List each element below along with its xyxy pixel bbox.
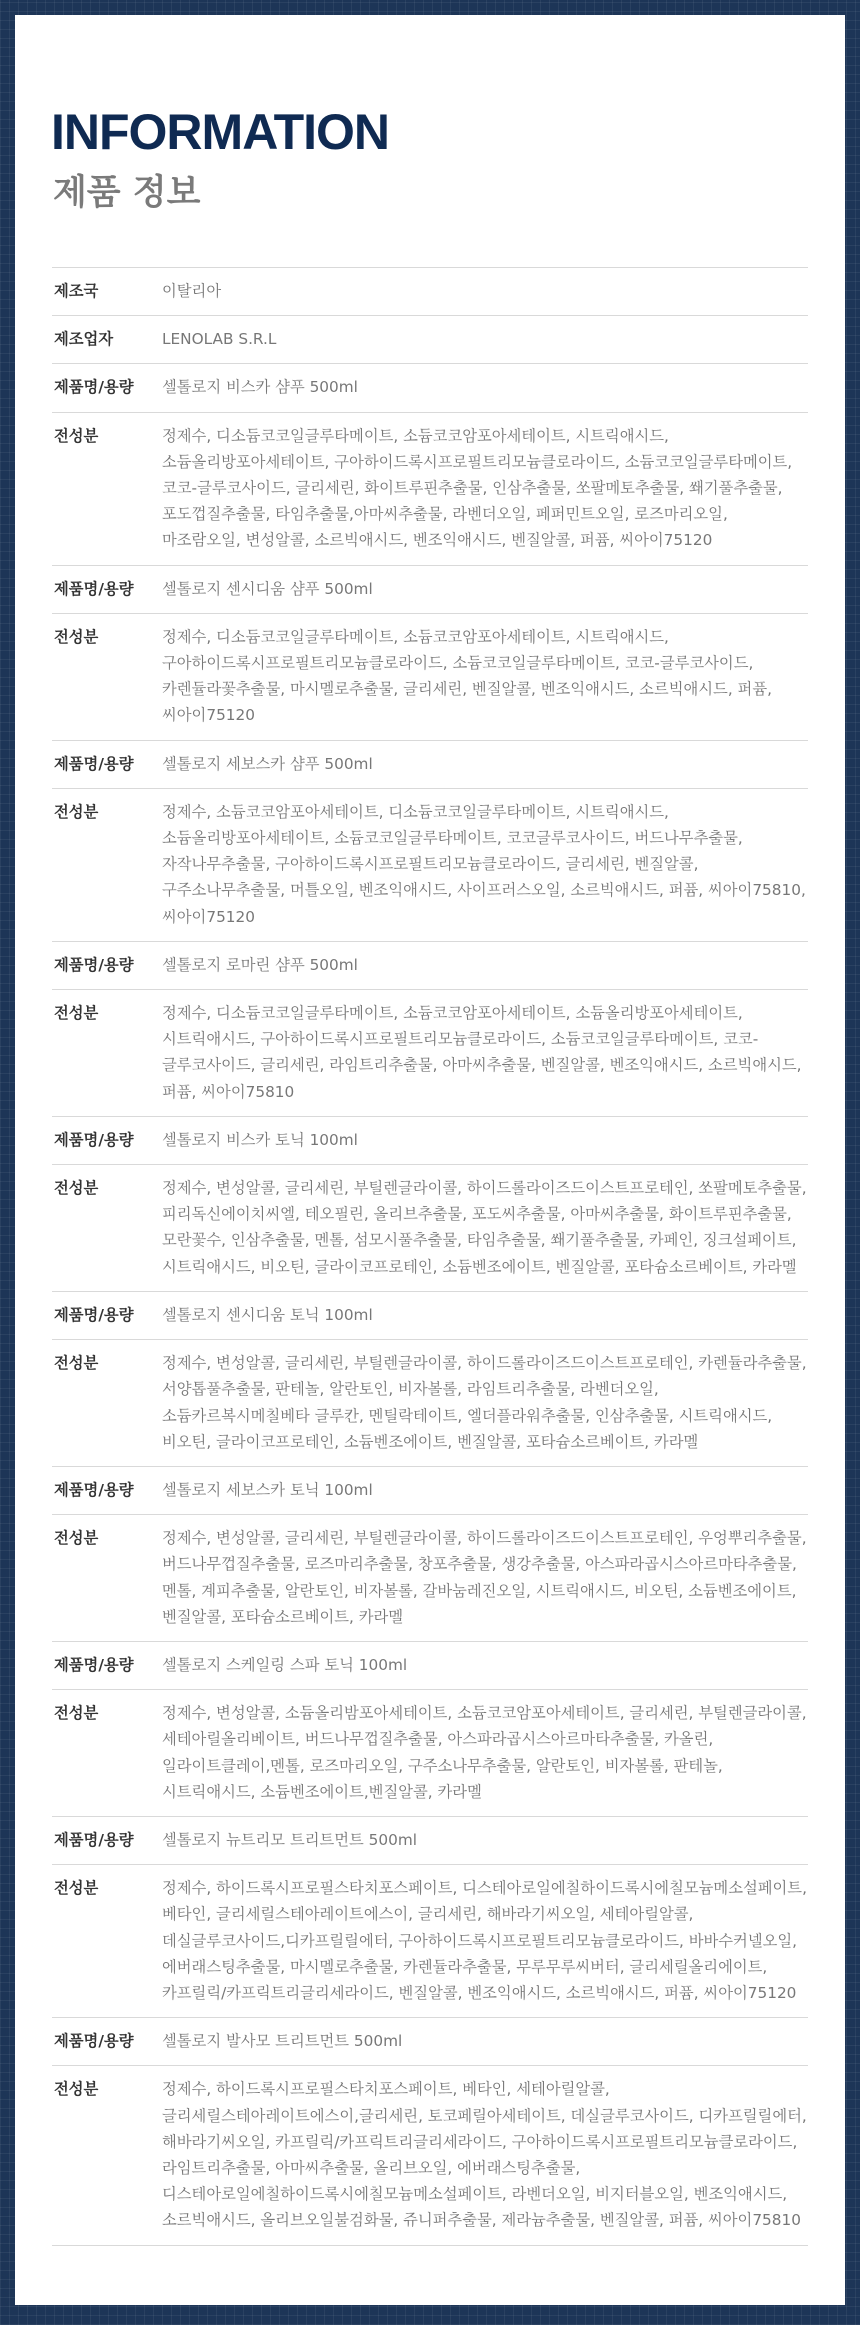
- info-row: [52, 1514, 808, 1641]
- info-row-value: 셀톨로지 비스카 샴푸 500ml: [162, 378, 358, 397]
- info-row: [52, 2065, 808, 2245]
- info-row: [52, 315, 808, 363]
- info-row-label: 제조국: [54, 282, 99, 300]
- info-row-label: 전성분: [54, 1529, 99, 1548]
- page-title: INFORMATION: [51, 104, 390, 160]
- info-row: [52, 613, 808, 740]
- info-row-value: 정제수, 변성알콜, 글리세린, 부틸렌글라이콜, 하이드롤라이즈드이스트프로테인, 카렌듈라추출물,서양톱풀추출물, 판테놀, 알란토인, 비자볼롤, 라임트리추출물, 라벤더오일, 소듐카르복시메칠베타 글루칸, 멘틸락테이트, 엘더플라워추출물, 인삼추출물, 시트릭애시드, 비오틴, 글라이코프로테인, 소듐벤조에이트, 벤질알콜, 포타슘소르베이트, 카라멜: [162, 1354, 807, 1451]
- info-row-label: 제품명/용량: [54, 1480, 134, 1499]
- info-row-value: 정제수, 하이드록시프로필스타치포스페이트, 베타인, 세테아릴알콜, 글리세릴스테아레이트에스이,글리세린, 토코페릴아세테이트, 데실글루코사이드, 디카프릴릴에터, 해바라기씨오일, 카프릴릭/카프릭트리글리세라이드, 구아하이드록시프로필트리모늄클로라이드, 라임트리추출물, 아마씨추출물, 올리브오일, 에버래스팅추출물, 디스테아로일에칠하이드록시에칠모늄메소설페이트, 라벤더오일, 비지터블오일, 벤조익애시드, 소르빅애시드, 올리브오일불검화물, 쥬니퍼추출물, 제라늄추출물, 벤질알콜, 퍼퓸, 씨아이75810: [162, 2080, 807, 2230]
- info-row-value: 정제수, 변성알콜, 소듐올리밤포아세테이트, 소듐코코암포아세테이트, 글리세린, 부틸렌글라이콜,세테아릴올리베이트, 버드나무껍질추출물, 아스파라곱시스아르마타추출물, 카올린, 일라이트클레이,멘톨, 로즈마리오일, 구주소나무추출물, 알란토인, 비자볼롤, 판테놀, 시트릭애시드, 소듐벤조에이트,벤질알콜, 카라멜: [162, 1704, 807, 1801]
- info-row-label: 제품명/용량: [54, 1130, 134, 1149]
- info-row-label: 전성분: [54, 426, 99, 445]
- info-row-value: 정제수, 하이드록시프로필스타치포스페이트, 디스테아로일에칠하이드록시에칠모늄메소설페이트,베타인, 글리세릴스테아레이트에스이, 글리세린, 해바라기씨오일, 세테아릴알콜, 데실글루코사이드,디카프릴릴에터, 구아하이드록시프로필트리모늄클로라이드, 바바수커넬오일, 에버래스팅추출물, 마시멜로추출물, 카렌듈라추출물, 무루무루씨버터, 글리세릴올리에이트, 카프릴릭/카프릭트리글리세라이드, 벤질알콜, 벤조익애시드, 소르빅애시드, 퍼퓸, 씨아이75120: [162, 1879, 807, 2002]
- info-row-label: 전성분: [54, 1354, 99, 1373]
- info-row-label: 전성분: [54, 802, 99, 821]
- info-row-value: 정제수, 변성알콜, 글리세린, 부틸렌글라이콜, 하이드롤라이즈드이스트프로테인, 우엉뿌리추출물,버드나무껍질추출물, 로즈마리추출물, 창포추출물, 생강추출물, 아스파라곱시스아르마타추출물, 멘톨, 계피추출물, 알란토인, 비자볼롤, 갈바눔레진오일, 시트릭애시드, 비오틴, 소듐벤조에이트, 벤질알콜, 포타슘소르베이트, 카라멜: [162, 1529, 807, 1626]
- info-row: [52, 1689, 808, 1816]
- info-row: [52, 1641, 808, 1689]
- info-row: [52, 989, 808, 1116]
- info-row-label: 전성분: [54, 2080, 99, 2099]
- product-info-table: [52, 267, 808, 2246]
- info-row-value: LENOLAB S.R.L: [162, 330, 277, 349]
- info-row-value: 셀톨로지 스케일링 스파 토닉 100ml: [162, 1655, 408, 1674]
- info-row-label: 제품명/용량: [54, 1305, 134, 1324]
- info-row: [52, 1291, 808, 1339]
- info-row-value: 정제수, 디소듐코코일글루타메이트, 소듐코코암포아세테이트, 소듐올리방포아세테이트, 시트릭애시드, 구아하이드록시프로필트리모늄클로라이드, 소듐코코일글루타메이트, 코코-글루코사이드, 글리세린, 라임트리추출물, 아마씨추출물, 벤질알콜, 벤조익애시드, 소르빅애시드, 퍼퓸, 씨아이75810: [162, 1004, 802, 1101]
- info-row: [52, 267, 808, 315]
- info-row-label: 제조업자: [54, 330, 114, 349]
- info-row-label: 제품명/용량: [54, 754, 134, 773]
- page-subtitle: 제품 정보: [53, 173, 201, 213]
- info-row: [52, 1164, 808, 1291]
- info-row: [52, 740, 808, 788]
- info-row-value: 셀톨로지 세보스카 샴푸 500ml: [162, 754, 373, 773]
- info-row-label: 제품명/용량: [54, 2032, 134, 2051]
- info-row-label: 제품명/용량: [54, 955, 134, 974]
- info-row-value: 정제수, 디소듐코코일글루타메이트, 소듐코코암포아세테이트, 시트릭애시드, 소듐올리방포아세테이트, 구아하이드록시프로필트리모늄클로라이드, 소듐코코일글루타메이트, 코코-글루코사이드, 글리세린, 화이트루핀추출물, 인삼추출물, 쏘팔메토추출물, 쐐기풀추출물, 포도껍질추출물, 타임추출물,아마씨추출물, 라벤더오일, 페퍼민트오일, 로즈마리오일, 마조람오일, 변성알콜, 소르빅애시드, 벤조익애시드, 벤질알콜, 퍼퓸, 씨아이75120: [162, 426, 793, 550]
- info-row: [52, 788, 808, 941]
- info-row-value: 정제수, 소듐코코암포아세테이트, 디소듐코코일글루타메이트, 시트릭애시드, 소듐올리방포아세테이트, 소듐코코일글루타메이트, 코코글루코사이드, 버드나무추출물, 자작나무추출물, 구아하이드록시프로필트리모늄클로라이드, 글리세린, 벤질알콜, 구주소나무추출물, 머틀오일, 벤조익애시드, 사이프러스오일, 소르빅애시드, 퍼퓸, 씨아이75810, 씨아이75120: [162, 802, 806, 926]
- info-row: [52, 412, 808, 565]
- info-row: [52, 2017, 808, 2065]
- info-card: [15, 15, 845, 2305]
- info-row: [52, 363, 808, 411]
- info-row: [52, 1339, 808, 1466]
- info-row: [52, 1466, 808, 1514]
- info-row-label: 제품명/용량: [54, 378, 134, 397]
- info-row-value: 셀톨로지 세보스카 토닉 100ml: [162, 1480, 373, 1499]
- info-row-label: 제품명/용량: [54, 579, 134, 598]
- info-row: [52, 1116, 808, 1164]
- info-row: [52, 1816, 808, 1864]
- info-row-value: 셀톨로지 로마린 샴푸 500ml: [162, 955, 358, 974]
- info-row-value: 셀톨로지 센시디움 샴푸 500ml: [162, 579, 373, 598]
- info-row-value: 셀톨로지 뉴트리모 트리트먼트 500ml: [162, 1830, 418, 1849]
- info-row-value: 이탈리아: [162, 282, 222, 300]
- info-row-label: 전성분: [54, 1004, 99, 1023]
- info-row: [52, 1864, 808, 2017]
- info-row-value: 정제수, 변성알콜, 글리세린, 부틸렌글라이콜, 하이드롤라이즈드이스트프로테인, 쏘팔메토추출물,피리독신에이치씨엘, 테오필린, 올리브추출물, 포도씨추출물, 아마씨추출물, 화이트루핀추출물, 모란꽃수, 인삼추출물, 멘톨, 섬모시풀추출물, 타임추출물, 쐐기풀추출물, 카페인, 징크설페이트, 시트릭애시드, 비오틴, 글라이코프로테인, 소듐벤조에이트, 벤질알콜, 포타슘소르베이트, 카라멜: [162, 1179, 807, 1276]
- info-row-value: 셀톨로지 비스카 토닉 100ml: [162, 1130, 358, 1149]
- info-row: [52, 565, 808, 613]
- info-row-label: 제품명/용량: [54, 1655, 134, 1674]
- info-row-label: 전성분: [54, 1704, 99, 1723]
- info-row-label: 전성분: [54, 1879, 99, 1898]
- info-row-label: 제품명/용량: [54, 1830, 134, 1849]
- info-row-value: 셀톨로지 센시디움 토닉 100ml: [162, 1305, 373, 1324]
- info-row-value: 셀톨로지 발사모 트리트먼트 500ml: [162, 2032, 403, 2051]
- info-row-label: 전성분: [54, 1179, 99, 1198]
- info-row-label: 전성분: [54, 627, 99, 646]
- info-row-value: 정제수, 디소듐코코일글루타메이트, 소듐코코암포아세테이트, 시트릭애시드, 구아하이드록시프로필트리모늄클로라이드, 소듐코코일글루타메이트, 코코-글루코사이드, 카렌듈라꽃추출물, 마시멜로추출물, 글리세린, 벤질알콜, 벤조익애시드, 소르빅애시드, 퍼퓸, 씨아이75120: [162, 627, 772, 725]
- info-row: [52, 941, 808, 989]
